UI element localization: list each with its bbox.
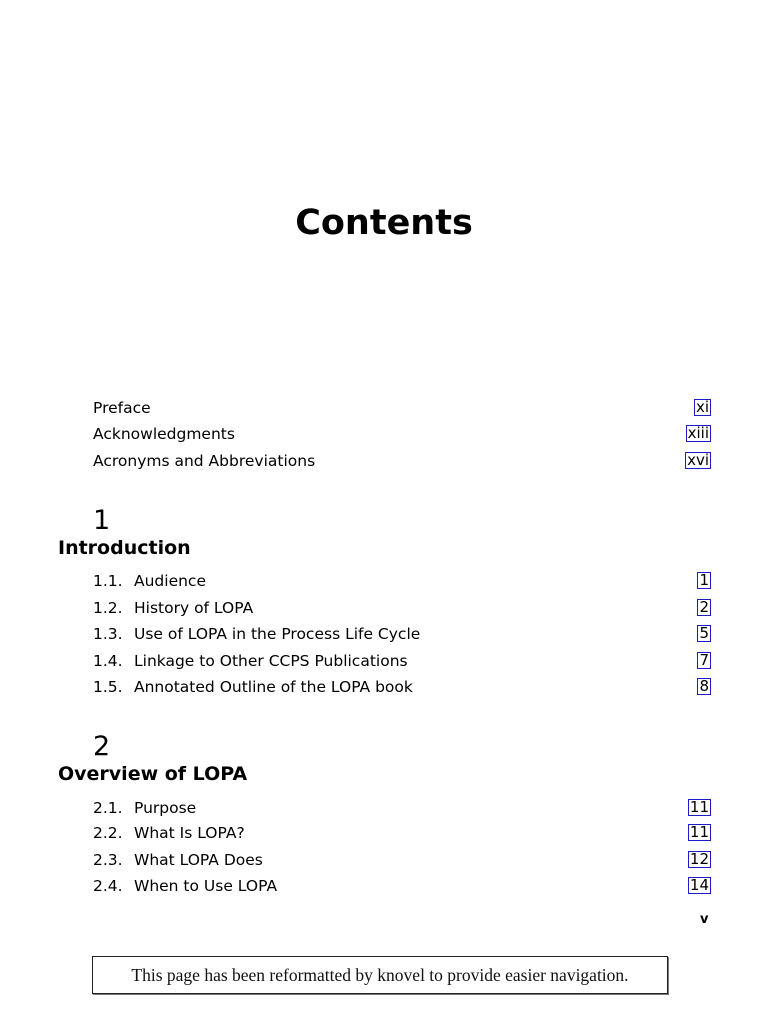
toc-entry[interactable]	[93, 797, 711, 819]
section-number: 1.2.	[93, 599, 123, 617]
page-link[interactable]: 8	[699, 677, 709, 695]
section-number: 2.4.	[93, 877, 123, 895]
page-folio: v	[700, 912, 709, 927]
page-link[interactable]: xvi	[687, 451, 709, 469]
chapter-title: Introduction	[58, 537, 191, 559]
toc-entry-label: Preface	[93, 399, 151, 417]
toc-entry-label: Acknowledgments	[93, 425, 235, 443]
chapter-number: 1	[93, 505, 111, 536]
toc-entry[interactable]	[93, 849, 711, 871]
toc-entry[interactable]	[93, 875, 711, 897]
section-number: 1.3.	[93, 625, 123, 643]
toc-entry-acknowledgments[interactable]	[93, 423, 711, 445]
page-link[interactable]: 14	[689, 876, 709, 894]
toc-entry-label: When to Use LOPA	[134, 877, 278, 895]
page-link[interactable]: 5	[699, 624, 709, 642]
toc-entry[interactable]	[93, 676, 711, 698]
toc-entry-label: What Is LOPA?	[134, 824, 245, 842]
section-number: 2.3.	[93, 851, 123, 869]
toc-entry[interactable]	[93, 623, 711, 645]
toc-entry-label: Linkage to Other CCPS Publications	[134, 652, 408, 670]
toc-entry-label: What LOPA Does	[134, 851, 263, 869]
toc-entry-label: Use of LOPA in the Process Life Cycle	[134, 625, 421, 643]
knovel-notice-box: This page has been reformatted by knovel to provide easier navigation.	[92, 956, 668, 994]
page-link[interactable]: 1	[699, 571, 709, 589]
toc-entry-label: Purpose	[134, 799, 197, 817]
section-number: 2.2.	[93, 824, 123, 842]
page-link[interactable]: 2	[699, 598, 709, 616]
toc-entry[interactable]	[93, 650, 711, 672]
section-number: 1.5.	[93, 678, 123, 696]
page-link[interactable]: 12	[689, 850, 709, 868]
toc-entry-acronyms[interactable]	[93, 450, 711, 472]
section-number: 1.1.	[93, 572, 123, 590]
toc-entry[interactable]	[93, 822, 711, 844]
page-link[interactable]: 11	[689, 823, 709, 841]
page-link[interactable]: xi	[695, 398, 709, 416]
toc-entry[interactable]	[93, 597, 711, 619]
page-link[interactable]: 7	[699, 651, 709, 669]
page-title: Contents	[295, 203, 473, 243]
section-number: 2.1.	[93, 799, 123, 817]
toc-entry-label: Annotated Outline of the LOPA book	[134, 678, 413, 696]
toc-entry[interactable]	[93, 570, 711, 592]
chapter-title: Overview of LOPA	[58, 763, 248, 785]
chapter-number: 2	[93, 731, 111, 762]
toc-entry-label: Audience	[134, 572, 206, 590]
page-link[interactable]: xiii	[687, 424, 709, 442]
section-number: 1.4.	[93, 652, 123, 670]
toc-entry-label: History of LOPA	[134, 599, 254, 617]
page-link[interactable]: 11	[689, 798, 709, 816]
toc-entry-label: Acronyms and Abbreviations	[93, 452, 316, 470]
toc-entry-preface[interactable]	[93, 397, 711, 419]
